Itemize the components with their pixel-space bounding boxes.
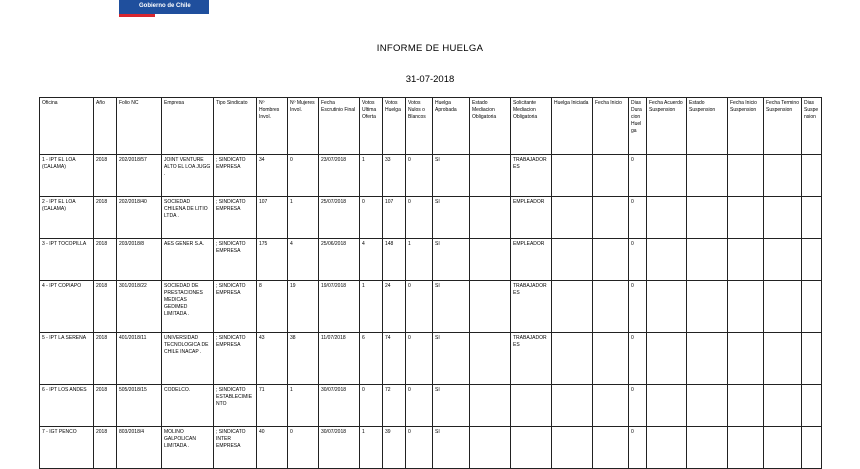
table-cell [802,385,822,427]
government-logo [119,0,209,14]
table-cell [593,197,629,239]
column-header: Fecha Acuerdo Suspension [647,98,687,155]
table-row [40,155,822,197]
table-row [40,239,822,281]
table-cell: 401/2018/11 [117,333,162,385]
table-cell: SI [433,281,470,333]
table-cell [552,333,593,385]
table-cell: 803/2018/4 [117,427,162,469]
table-cell [728,239,764,281]
table-cell: JOINT VENTURE ALTO EL LOA JUGG . [162,155,214,197]
table-cell: 43 [257,333,288,385]
table-cell: 0 [629,197,647,239]
report-title: INFORME DE HUELGA [376,43,484,54]
table-row [40,197,822,239]
table-cell: 38 [288,333,319,385]
table-cell: 6 - IPT LOS ANDES [40,385,94,427]
table-cell: 202/2018/40 [117,197,162,239]
table-cell [687,197,728,239]
table-cell [802,333,822,385]
table-cell: TRABAJADORES [511,155,552,197]
table-cell: SOCIEDAD CHILENA DE LITIO LTDA . [162,197,214,239]
table-cell [687,155,728,197]
report-date: 31-07-2018 [405,74,455,85]
table-cell: 19/07/2018 [319,281,360,333]
table-cell: 0 [629,155,647,197]
column-header: Fecha Inicio [593,98,629,155]
table-cell [552,385,593,427]
column-header: Oficina [40,98,94,155]
column-header: Huelga Aprobada [433,98,470,155]
table-cell [470,333,511,385]
table-cell [552,155,593,197]
column-header: Estado Mediacion Obligatoria [470,98,511,155]
table-cell: 2018 [94,333,117,385]
table-cell: 0 [360,385,383,427]
table-cell: 0 [406,197,433,239]
table-cell [593,385,629,427]
table-cell [593,281,629,333]
logo-text: Gobierno de Chile [139,3,191,9]
table-cell: EMPLEADOR [511,197,552,239]
column-header: Fecha Inicio Suspension [728,98,764,155]
table-cell: ; SINDICATO EMPRESA [214,333,257,385]
table-cell [764,155,802,197]
table-cell: 25/06/2018 [319,239,360,281]
table-cell: 202/2018/57 [117,155,162,197]
table-cell: 1 [360,427,383,469]
table-cell: 74 [383,333,406,385]
column-header: Folio NC [117,98,162,155]
table-cell: SI [433,197,470,239]
table-cell: 1 [288,197,319,239]
table-cell: 6 [360,333,383,385]
table-cell: EMPLEADOR [511,239,552,281]
table-cell [593,427,629,469]
table-cell [511,385,552,427]
column-header: Votos Huelga [383,98,406,155]
table-cell: 1 [406,239,433,281]
table-cell: 30/07/2018 [319,427,360,469]
table-cell [470,155,511,197]
table-cell: 0 [629,281,647,333]
table-cell: 0 [629,239,647,281]
table-cell: 23/07/2018 [319,155,360,197]
table-cell [647,197,687,239]
table-cell: 72 [383,385,406,427]
column-header: Votos Nulos o Blancos [406,98,433,155]
table-cell: 301/2018/22 [117,281,162,333]
table-cell [802,239,822,281]
table-cell: 2018 [94,155,117,197]
column-header: Nº Hombres Invol. [257,98,288,155]
table-cell: 7 - IGT PENCO [40,427,94,469]
table-cell [764,385,802,427]
table-cell [552,281,593,333]
column-header: Año [94,98,117,155]
table-cell [802,281,822,333]
table-cell: SOCIEDAD DE PRESTACIONES MEDICAS GEDIMED LIMITADA . [162,281,214,333]
table-cell: TRABAJADORES [511,333,552,385]
table-cell: 25/07/2018 [319,197,360,239]
table-cell: 4 [288,239,319,281]
table-cell [647,239,687,281]
table-cell: 175 [257,239,288,281]
table-cell: 39 [383,427,406,469]
table-cell [470,427,511,469]
column-header: Votos Ultima Oferta [360,98,383,155]
table-cell: 3 - IPT TOCOPILLA [40,239,94,281]
table-cell: 0 [406,333,433,385]
column-header: Nº Mujeres Invol. [288,98,319,155]
column-header: Dias Duracion Huelga [629,98,647,155]
table-cell: 2018 [94,197,117,239]
table-cell [687,385,728,427]
table-cell: 19 [288,281,319,333]
table-cell: ; SINDICATO EMPRESA [214,239,257,281]
table-cell: 148 [383,239,406,281]
logo-red-stripe [119,14,155,17]
table-cell [802,427,822,469]
table-cell [728,197,764,239]
table-cell: SI [433,333,470,385]
column-header: Empresa [162,98,214,155]
table-cell: 505/2018/15 [117,385,162,427]
table-cell: 107 [383,197,406,239]
table-cell: 0 [406,281,433,333]
table-cell [593,239,629,281]
table-cell [470,385,511,427]
strike-report-table [39,97,822,469]
table-cell [511,427,552,469]
table-cell [647,427,687,469]
table-cell: 2018 [94,281,117,333]
table-cell [728,385,764,427]
table-cell: 203/2018/8 [117,239,162,281]
table-cell: 4 [360,239,383,281]
table-cell [647,155,687,197]
table-cell [687,239,728,281]
table-cell: 2018 [94,427,117,469]
table-cell: 107 [257,197,288,239]
table-cell [593,155,629,197]
table-cell [728,427,764,469]
table-cell: 0 [288,155,319,197]
table-cell: 5 - IPT LA SERENA [40,333,94,385]
column-header: Fecha Termino Suspension [764,98,802,155]
table-cell [647,333,687,385]
table-cell: ; SINDICATO EMPRESA [214,197,257,239]
table-cell: 0 [629,427,647,469]
table-row [40,427,822,469]
table-cell: 0 [406,385,433,427]
table-cell: 0 [629,333,647,385]
column-header: Solicitante Mediacion Obligatoria [511,98,552,155]
table-cell: 71 [257,385,288,427]
table-cell: 1 - IPT EL LOA (CALAMA) [40,155,94,197]
table-row [40,333,822,385]
table-cell: 11/07/2018 [319,333,360,385]
table-cell [647,281,687,333]
table-cell: 30/07/2018 [319,385,360,427]
table-cell: ; SINDICATO INTER EMPRESA [214,427,257,469]
table-cell: UNIVERSIDAD TECNOLOGICA DE CHILE INACAP . [162,333,214,385]
table-cell [552,239,593,281]
table-cell [728,281,764,333]
table-cell: CODELCO. [162,385,214,427]
table-cell: 34 [257,155,288,197]
table-cell: MOLINO GALPOLICAN LIMITADA . [162,427,214,469]
table-cell [728,333,764,385]
table-cell [764,281,802,333]
table-cell [764,427,802,469]
table-cell: 0 [406,427,433,469]
table-cell: SI [433,155,470,197]
table-cell [470,197,511,239]
table-cell: 33 [383,155,406,197]
table-cell: ; SINDICATO ESTABLECIMIENTO [214,385,257,427]
column-header: Tipo Sindicato [214,98,257,155]
table-cell: 1 [288,385,319,427]
table-cell: 40 [257,427,288,469]
table-cell [802,197,822,239]
table-cell: 1 [360,281,383,333]
table-cell: 0 [629,385,647,427]
column-header: Fecha Escrutinio Final [319,98,360,155]
table-cell [728,155,764,197]
table-cell: 4 - IPT COPIAPO [40,281,94,333]
table-cell [687,333,728,385]
table-row [40,281,822,333]
table-cell: SI [433,427,470,469]
table-cell [687,427,728,469]
column-header: Estado Suspension [687,98,728,155]
table-cell [647,385,687,427]
table-cell [802,155,822,197]
table-cell [552,197,593,239]
table-cell: SI [433,385,470,427]
table-cell [593,333,629,385]
table-cell: 24 [383,281,406,333]
table-cell: 2 - IPT EL LOA (CALAMA) [40,197,94,239]
table-cell: 8 [257,281,288,333]
table-row [40,385,822,427]
table-cell [687,281,728,333]
table-cell: 0 [360,197,383,239]
table-cell [764,239,802,281]
table-cell [470,239,511,281]
table-cell: 2018 [94,385,117,427]
table-header-row [40,98,822,155]
table-cell: ; SINDICATO EMPRESA [214,281,257,333]
column-header: Dias Suspension [802,98,822,155]
table-cell: SI [433,239,470,281]
table-cell: 1 [360,155,383,197]
table-cell: 0 [406,155,433,197]
table-cell: AES GENER S.A. [162,239,214,281]
table-cell: 0 [288,427,319,469]
table-cell: ; SINDICATO EMPRESA [214,155,257,197]
table-cell [764,333,802,385]
table-cell [552,427,593,469]
table-cell: TRABAJADORES [511,281,552,333]
table-cell [764,197,802,239]
column-header: Huelga Iniciada [552,98,593,155]
table-cell: 2018 [94,239,117,281]
table-cell [470,281,511,333]
